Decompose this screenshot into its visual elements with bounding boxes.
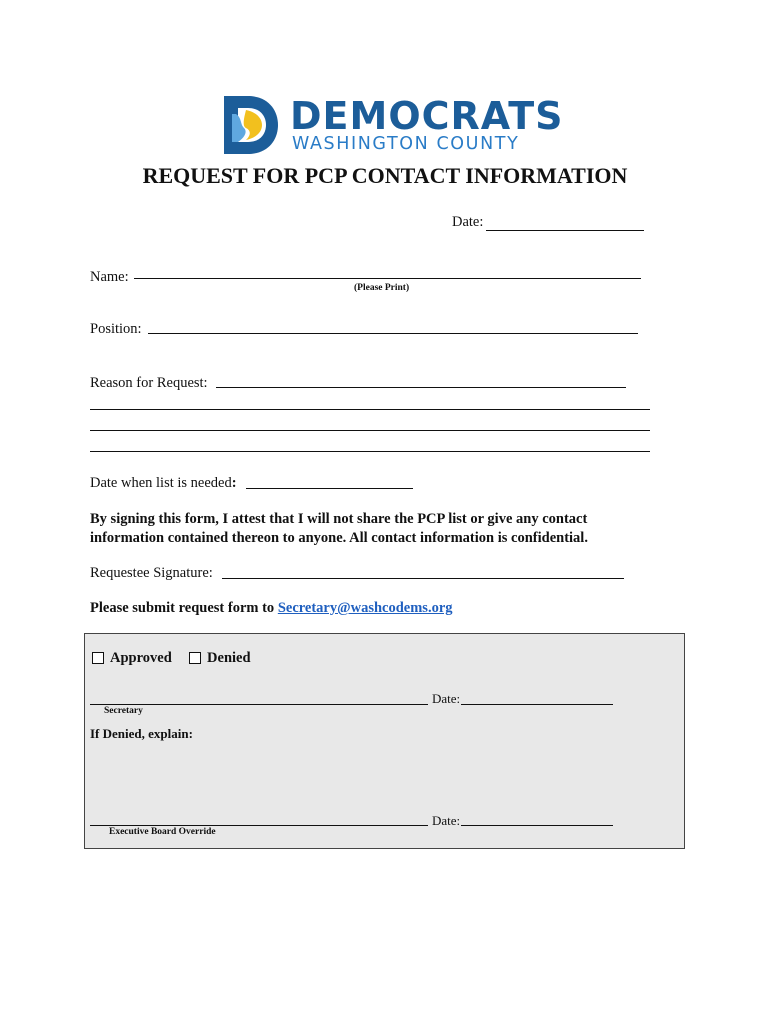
override-date-label: Date: [432,813,461,828]
attestation-text: By signing this form, I attest that I will not share the PCP list or give any contact information contained thereon to anyone. All contact information is confidential. [90,511,588,546]
date-field[interactable] [486,230,644,231]
position-label: Position: [90,321,142,337]
name-label: Name: [90,269,129,285]
override-label: Executive Board Override [109,827,216,837]
democrats-d-logo-icon [222,94,280,156]
needed-date-field[interactable] [246,488,413,489]
signature-field[interactable] [222,578,624,579]
needed-date-colon: : [231,475,237,491]
democrats-logo [222,94,564,160]
needed-date-text: Date when list is needed [90,475,232,491]
secretary-date-field[interactable] [461,704,613,705]
override-date-field[interactable] [461,825,613,826]
name-field[interactable] [134,278,641,279]
date-label: Date: [452,214,484,230]
position-field[interactable] [148,333,638,334]
reason-field-line-2[interactable] [90,409,650,410]
denied-checkbox[interactable] [189,652,201,664]
approved-checkbox[interactable] [92,652,104,664]
approval-options [92,649,251,667]
reason-field-line-4[interactable] [90,451,650,452]
reason-field-line-1[interactable] [216,387,626,388]
signature-label: Requestee Signature: [90,565,213,581]
logo-subtitle: WASHINGTON COUNTY [292,134,520,154]
reason-label: Reason for Request: [90,375,208,391]
secretary-date-label: Date: [432,691,461,706]
name-hint: (Please Print) [354,283,410,293]
denied-label: Denied [207,650,251,666]
reason-field-line-3[interactable] [90,430,650,431]
submit-instruction [90,599,453,617]
secretary-label: Secretary [104,706,143,716]
submit-prefix: Please submit request form to [90,600,278,616]
logo-wordmark: DEMOCRATS [290,94,564,138]
approved-label: Approved [110,650,172,666]
needed-date-label [90,474,237,492]
secretary-email-link[interactable]: Secretary@washcodems.org [277,600,453,616]
page-title: REQUEST FOR PCP CONTACT INFORMATION [142,163,628,188]
if-denied-label: If Denied, explain: [90,726,193,741]
